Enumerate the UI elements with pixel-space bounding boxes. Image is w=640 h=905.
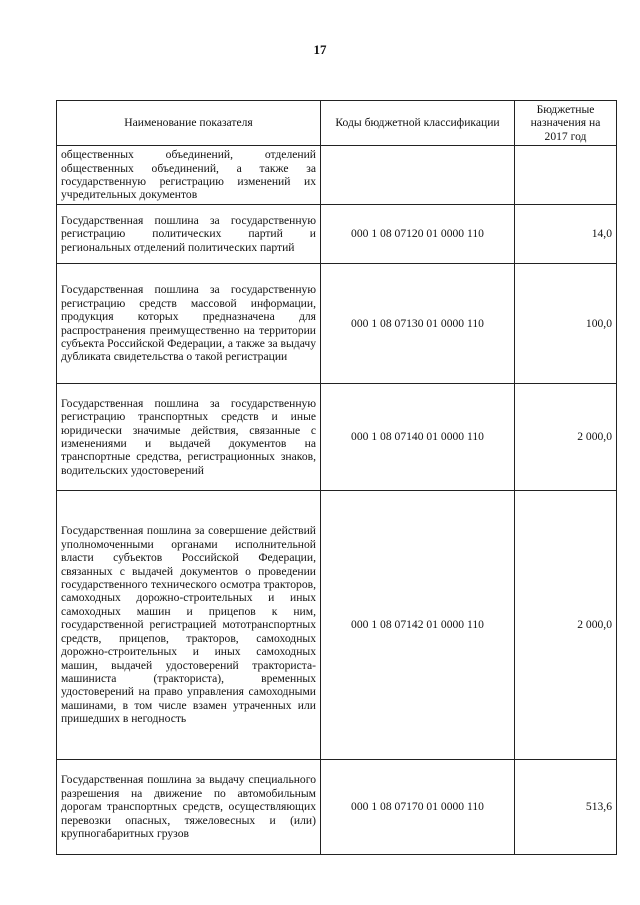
page-number: 17 <box>313 42 327 57</box>
row-amount: 100,0 <box>515 264 617 384</box>
table-row <box>57 146 617 205</box>
row-amount: 14,0 <box>515 205 617 264</box>
row-code: 000 1 08 07120 01 0000 110 <box>321 205 515 264</box>
row-code <box>321 146 515 205</box>
row-code: 000 1 08 07130 01 0000 110 <box>321 264 515 384</box>
row-amount: 2 000,0 <box>515 491 617 760</box>
row-code: 000 1 08 07142 01 0000 110 <box>321 491 515 760</box>
row-name: Государственная пошлина за выдачу специального разрешения на движение по автомобильным дорогам транспортных средств, осуществляющих перевозки опасных, тяжеловесных и (или) крупногабаритных грузов <box>57 760 321 855</box>
row-amount: 2 000,0 <box>515 384 617 491</box>
row-amount <box>515 146 617 205</box>
header-code: Коды бюджетной классификации <box>321 101 515 146</box>
table-header-row <box>57 101 617 146</box>
row-amount: 513,6 <box>515 760 617 855</box>
table-row <box>57 491 617 760</box>
table-row <box>57 264 617 384</box>
table-row <box>57 760 617 855</box>
header-amount: Бюджетные назначения на 2017 год <box>515 101 617 146</box>
header-name: Наименование показателя <box>57 101 321 146</box>
row-name: Государственная пошлина за государственную регистрацию транспортных средств и иные юридически значимые действия, связанные с изменениями и выдачей документов на транспортные средства, регистрационных знаков, водительских удостоверений <box>57 384 321 491</box>
row-name: общественных объединений, отделений общественных объединений, а также за государственную регистрацию изменений их учредительных документов <box>57 146 321 205</box>
row-code: 000 1 08 07140 01 0000 110 <box>321 384 515 491</box>
row-name: Государственная пошлина за государственную регистрацию средств массовой информации, продукция которых предназначена для распространения преимущественно на территории субъекта Российской Федерации, а также за выдачу дубликата свидетельства о такой регистрации <box>57 264 321 384</box>
row-name: Государственная пошлина за совершение действий уполномоченными органами исполнительной власти субъектов Российской Федерации, связанных с выдачей документов о проведении государственного технического осмотра тракторов, самоходных дорожно-строительных и иных самоходных машин и прицепов к ним, государственной регистрацией мототранспортных средств, прицепов, тракторов, самоходных дорожно-строительных и иных самоходных машин, выдачей удостоверений тракториста-машиниста (тракториста), временных удостоверений на право управления самоходными машинами, в том числе взамен утраченных или пришедших в негодность <box>57 491 321 760</box>
row-code: 000 1 08 07170 01 0000 110 <box>321 760 515 855</box>
row-name: Государственная пошлина за государственную регистрацию политических партий и региональных отделений политических партий <box>57 205 321 264</box>
table-row <box>57 384 617 491</box>
table-row <box>57 205 617 264</box>
budget-table <box>56 100 617 855</box>
